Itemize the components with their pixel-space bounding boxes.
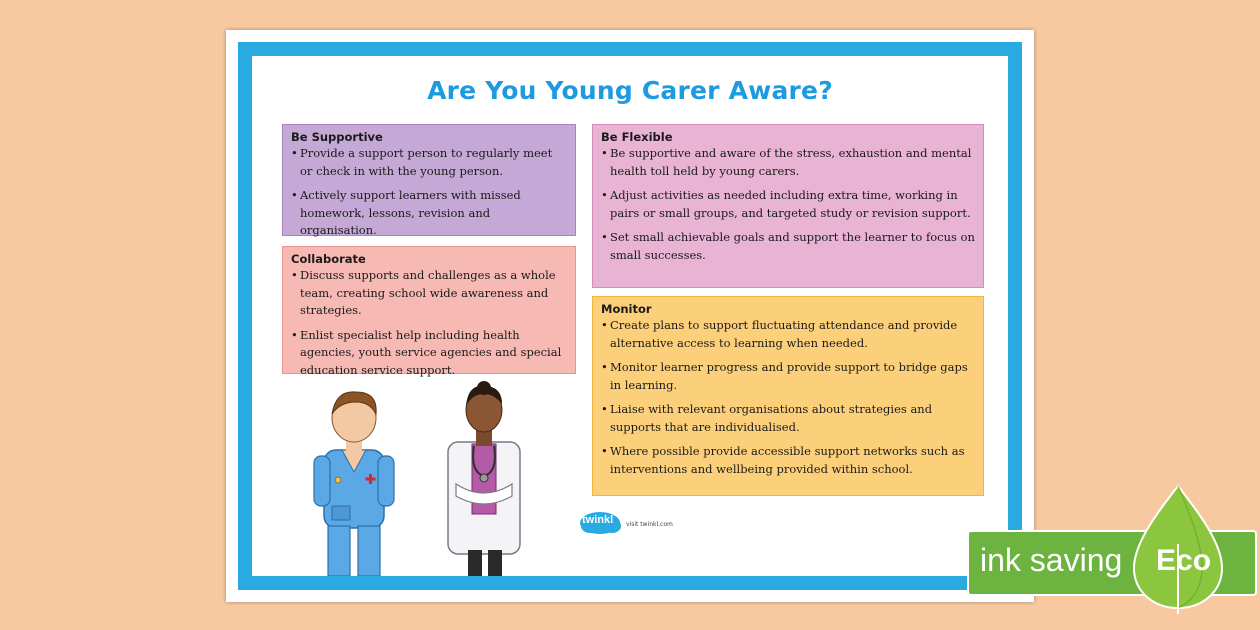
list-item: • Liaise with relevant organisations about strategies and supports that are individualised. (601, 401, 975, 436)
nurse-figure (314, 392, 394, 576)
list-item: • Monitor learner progress and provide support to bridge gaps in learning. (601, 359, 975, 394)
section-monitor (592, 296, 984, 496)
list-item: • Be supportive and aware of the stress, exhaustion and mental health toll held by young carers. (601, 145, 975, 180)
list-item: • Enlist specialist help including health agencies, youth service agencies and special education service support. (291, 327, 567, 380)
doctor-figure (448, 381, 520, 576)
section-be-supportive (282, 124, 576, 236)
section-heading: Be Flexible (601, 130, 673, 144)
list-item: • Create plans to support fluctuating attendance and provide alternative access to learning when needed. (601, 317, 975, 352)
section-heading: Be Supportive (291, 130, 383, 144)
logo-url: visit twinkl.com (626, 521, 673, 528)
list-item: • Provide a support person to regularly meet or check in with the young person. (291, 145, 567, 180)
list-item: • Adjust activities as needed including extra time, working in pairs or small groups, and targeted study or revision support. (601, 187, 975, 222)
eco-label: Eco (1156, 544, 1212, 577)
section-heading: Monitor (601, 302, 652, 316)
section-heading: Collaborate (291, 252, 366, 266)
poster-sheet (226, 30, 1034, 602)
carers-illustration (306, 380, 546, 576)
poster-title: Are You Young Carer Aware? (427, 76, 833, 105)
section-collaborate (282, 246, 576, 377)
section-be-flexible (592, 124, 984, 288)
logo-wordmark: twinkl (582, 514, 614, 526)
list-item: • Discuss supports and challenges as a whole team, creating school wide awareness and strategies. (291, 267, 567, 320)
ink-saving-label: ink saving (980, 542, 1123, 578)
list-item: • Actively support learners with missed homework, lessons, revision and organisation. (291, 187, 567, 240)
list-item: • Where possible provide accessible support networks such as interventions and wellbeing provided within school. (601, 443, 975, 478)
list-item: • Set small achievable goals and support the learner to focus on small successes. (601, 229, 975, 264)
